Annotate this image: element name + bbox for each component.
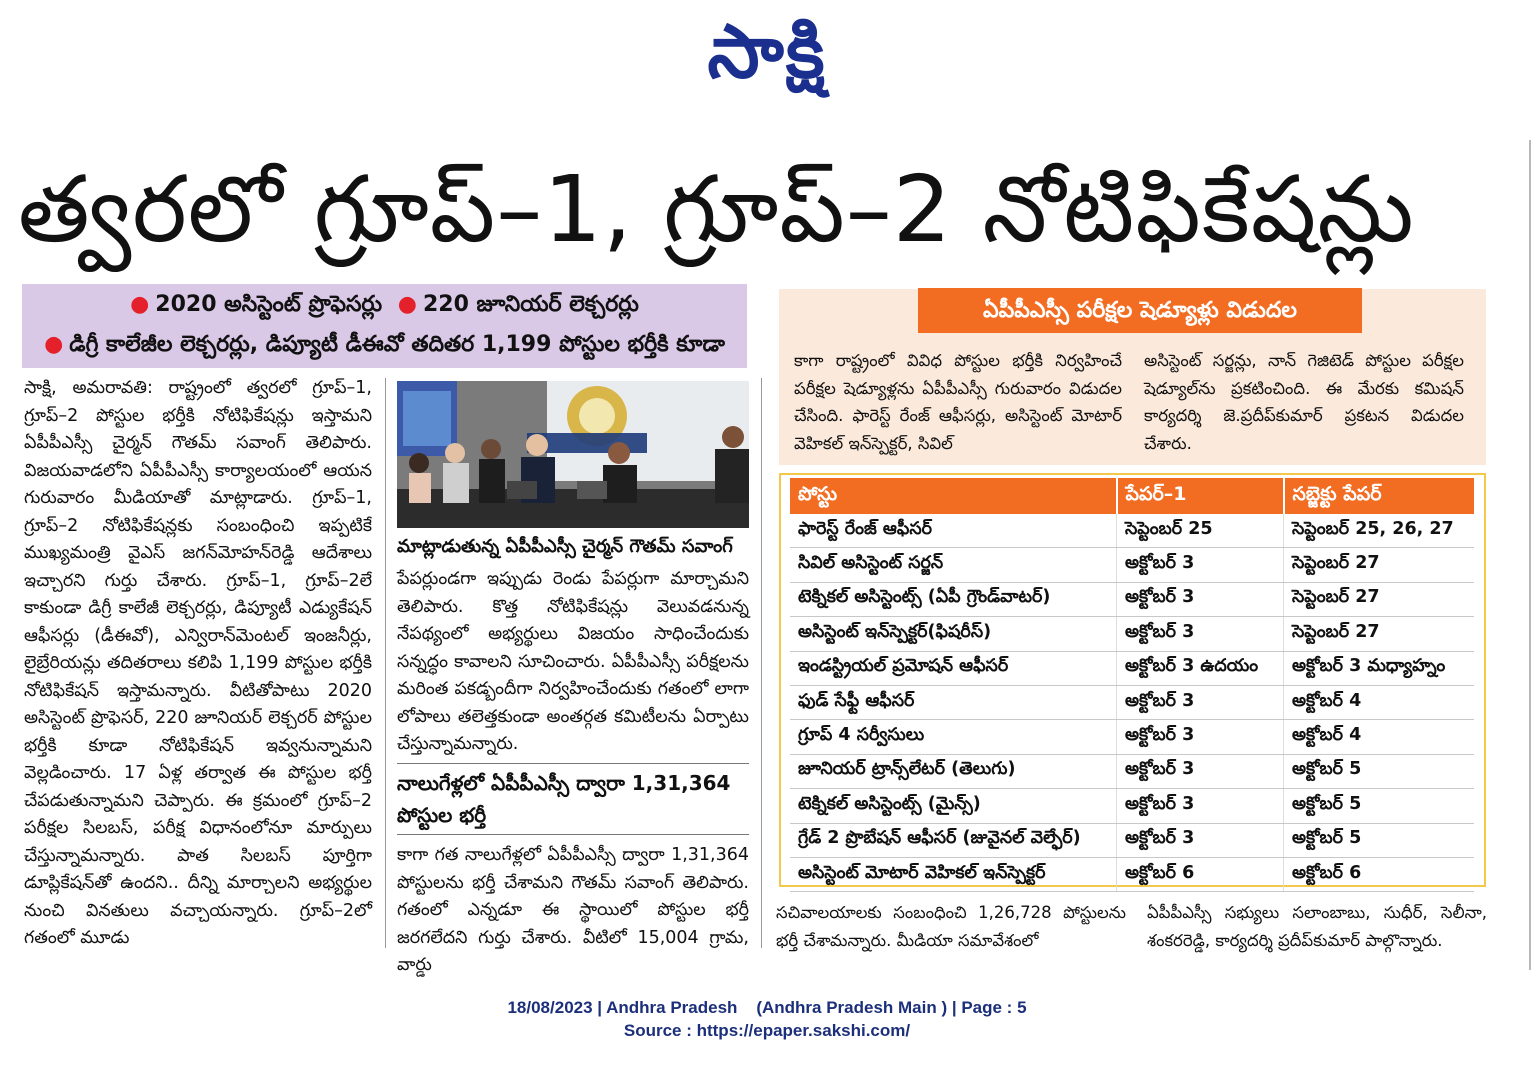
header-post: పోస్టు — [790, 478, 1117, 514]
cell-post: గ్రేడ్‌ 2 ప్రొబేషన్‌ ఆఫీసర్‌ (జువైనల్‌ వెల్ఫేర్‌) — [790, 823, 1117, 857]
subhead-box — [22, 284, 747, 368]
table-row — [790, 857, 1474, 891]
subhead-text: 220 జూనియర్‌ లెక్చరర్లు — [422, 292, 639, 317]
cell-subject-paper: అక్టోబర్‌ 4 — [1284, 720, 1475, 754]
cell-paper-1: అక్టోబర్‌ 6 — [1117, 857, 1284, 891]
header-subject-paper: సబ్జెక్టు పేపర్‌ — [1284, 478, 1475, 514]
cell-paper-1: అక్టోబర్‌ 3 — [1117, 582, 1284, 616]
subhead-line-1 — [22, 290, 747, 320]
column-divider — [761, 378, 762, 948]
article-column-4-bottom: ఏపీపీఎస్సీ సభ్యులు సలాంబాబు, సుధీర్, సెలీనా, శంకరరెడ్డి, కార్యదర్శి ప్రదీప్‌కుమార్‌ పాల్గొన్నారు. — [1147, 903, 1487, 950]
cell-subject-paper: అక్టోబర్‌ 5 — [1284, 754, 1475, 788]
subhead-text: 2020 అసిస్టెంట్‌ ప్రొఫెసర్లు — [155, 292, 383, 317]
cell-post: ఫారెస్ట్‌ రేంజ్‌ ఆఫీసర్ — [790, 514, 1117, 548]
press-conference-photo — [397, 381, 749, 528]
cell-post: అసిస్టెంట్‌ ఇన్‌స్పెక్టర్‌(ఫిషరీస్‌) — [790, 617, 1117, 651]
cell-subject-paper: సెప్టెంబర్‌ 27 — [1284, 617, 1475, 651]
article-column-3-bottom: సచివాలయాలకు సంబంధించి 1,26,728 పోస్టులను భర్తీ చేశామన్నారు. మీడియా సమావేశంలో — [776, 903, 1126, 950]
cell-post: సివిల్‌ అసిస్టెంట్‌ సర్జన్ — [790, 548, 1117, 582]
section-rule — [397, 834, 749, 835]
schedule-table — [790, 478, 1474, 892]
cell-post: జూనియర్‌ ట్రాన్స్‌లేటర్‌ (తెలుగు) — [790, 754, 1117, 788]
page-edge-rule — [1529, 140, 1531, 970]
photo-caption: మాట్లాడుతున్న ఏపీపీఎస్సీ చైర్మన్‌ గౌతమ్‌ సవాంగ్‌ — [397, 536, 733, 557]
table-row — [790, 514, 1474, 548]
schedule-intro-right: అసిస్టెంట్‌ సర్జన్లు, నాన్‌ గెజిటెడ్‌ పోస్టుల పరీక్షల షెడ్యూల్‌ను ప్రకటించింది. ఈ మేరకు కమిషన్‌ కార్యదర్శి జె.ప్రదీప్‌కుమార్‌ ప్రకటన విడుదల చేశారు. — [1144, 351, 1464, 453]
schedule-title: ఏపీపీఎస్సీ పరీక్షల షెడ్యూళ్లు విడుదల — [918, 288, 1362, 333]
cell-post: టెక్నికల్‌ అసిస్టెంట్స్‌ (ఏపీ గ్రౌండ్‌వాటర్‌) — [790, 582, 1117, 616]
cell-subject-paper: సెప్టెంబర్‌ 27 — [1284, 582, 1475, 616]
footer-dateline: 18/08/2023 | Andhra Pradesh (Andhra Pradesh Main ) | Page : 5 — [507, 998, 1027, 1017]
cell-paper-1: అక్టోబర్‌ 3 — [1117, 720, 1284, 754]
cell-subject-paper: సెప్టెంబర్‌ 27 — [1284, 548, 1475, 582]
headline: త్వరలో గ్రూప్‌–1, గ్రూప్‌–2 నోటిఫికేషన్లు — [18, 156, 1415, 263]
cell-subject-paper: అక్టోబర్‌ 5 — [1284, 789, 1475, 823]
schedule-intro-left: కాగా రాష్ట్రంలో వివిధ పోస్టుల భర్తీకి నిర్వహించే పరీక్షల షెడ్యూళ్లను ఏపీపీఎస్సీ గురువారం విడుదల చేసింది. ఫారెస్ట్‌ రేంజ్‌ ఆఫీసర్లు, అసిస్టెంట్‌ మోటార్‌ వెహికల్‌ ఇన్‌స్పెక్టర్, సివిల్‌ — [794, 351, 1122, 453]
cell-subject-paper: అక్టోబర్‌ 5 — [1284, 823, 1475, 857]
photo-illustration — [397, 381, 749, 528]
bullet-icon: ● — [397, 292, 417, 317]
bullet-icon: ● — [44, 332, 64, 357]
subhead-line-2 — [22, 330, 747, 360]
table-row — [790, 685, 1474, 719]
cell-paper-1: అక్టోబర్‌ 3 — [1117, 823, 1284, 857]
table-header-row — [790, 478, 1474, 514]
subhead-text: డిగ్రీ కాలేజీల లెక్చరర్లు, డిప్యూటీ డీఈవో తదితర 1,199 పోస్టుల భర్తీకి కూడా — [69, 332, 725, 357]
cell-subject-paper: అక్టోబర్‌ 4 — [1284, 685, 1475, 719]
table-row — [790, 617, 1474, 651]
cell-post: ఇండస్ట్రియల్‌ ప్రమోషన్‌ ఆఫీసర్‌ — [790, 651, 1117, 685]
header-paper-1: పేపర్‌–1 — [1117, 478, 1284, 514]
cell-paper-1: అక్టోబర్‌ 3 — [1117, 789, 1284, 823]
article-column-2b: కాగా గత నాలుగేళ్లలో ఏపీపీఎస్సీ ద్వారా 1,31,364 పోస్టులను భర్తీ చేశామని గౌతమ్‌ సవాంగ్‌ తెలిపారు. గతంలో ఎన్నడూ ఈ స్థాయిలో పోస్టుల భర్తీ జరగలేదని గుర్తు చేశారు. వీటిలో 15,004 గ్రామ, వార్డు — [397, 845, 749, 975]
footer-source: Source : https://epaper.sakshi.com/ — [623, 1021, 911, 1040]
cell-subject-paper: అక్టోబర్‌ 6 — [1284, 857, 1475, 891]
table-row — [790, 720, 1474, 754]
column-divider — [385, 378, 386, 948]
table-row — [790, 548, 1474, 582]
cell-paper-1: అక్టోబర్‌ 3 — [1117, 548, 1284, 582]
cell-post: అసిస్టెంట్‌ మోటార్‌ వెహికల్‌ ఇన్‌స్పెక్టర్‌ — [790, 857, 1117, 891]
cell-subject-paper: సెప్టెంబర్‌ 25, 26, 27 — [1284, 514, 1475, 548]
cell-paper-1: అక్టోబర్‌ 3 — [1117, 685, 1284, 719]
table-row — [790, 651, 1474, 685]
table-row — [790, 789, 1474, 823]
cell-paper-1: సెప్టెంబర్‌ 25 — [1117, 514, 1284, 548]
bullet-icon: ● — [130, 292, 150, 317]
cell-paper-1: అక్టోబర్‌ 3 ఉదయం — [1117, 651, 1284, 685]
cell-post: గ్రూప్‌ 4 సర్వీసులు — [790, 720, 1117, 754]
article-column-1: సాక్షి, అమరావతి: రాష్ట్రంలో త్వరలో గ్రూప్‌–1, గ్రూప్‌–2 పోస్టుల భర్తీకి నోటిఫికేషన్లు ఇస్తామని ఏపీపీఎస్సీ చైర్మన్‌ గౌతమ్‌ సవాంగ్‌ తెలిపారు. విజయవాడలోని ఏపీపీఎస్సీ కార్యాలయంలో ఆయన గురువారం మీడియాతో మాట్లాడారు. గ్రూప్‌–1, గ్రూప్‌–2 నోటిఫికేషన్లకు సంబంధించి ఇప్పటికే ముఖ్యమంత్రి వైఎస్‌ జగన్‌మోహన్‌రెడ్డి ఆదేశాలు ఇచ్చారని గుర్తు చేశారు. గ్రూప్‌–1, గ్రూప్‌–2లే కాకుండా డిగ్రీ కాలేజీ లెక్చరర్లు, డిప్యూటీ ఎడ్యుకేషన్‌ ఆఫీసర్లు (డీఈవో), ఎన్విరాన్‌మెంటల్‌ ఇంజనీర్లు, లైబ్రేరియన్లు తదితరాలు కలిపి 1,199 పోస్టుల భర్తీకి నోటిఫికేషన్‌ ఇస్తామన్నారు. వీటితోపాటు 2020 అసిస్టెంట్‌ ప్రొఫెసర్, 220 జూనియర్‌ లెక్చరర్‌ పోస్టుల భర్తీకి కూడా నోటిఫికేషన్‌ ఇవ్వనున్నామని వెల్లడించారు. 17 ఏళ్ల తర్వాత ఈ పోస్టుల భర్తీ చేపడుతున్నామని చెప్పారు. ఈ క్రమంలో గ్రూప్‌–2 పరీక్షల సిలబస్, పరీక్ష విధానంలోనూ మార్పులు చేస్తున్నామన్నారు. పాత సిలబస్‌ పూర్తిగా డూప్లికేషన్‌తో ఉందని.. దీన్ని మార్చాలని అభ్యర్థుల నుంచి వినతులు వచ్చాయన్నారు. గ్రూప్‌–2లో గతంలో మూడు — [24, 378, 372, 948]
article-column-2a: పేపర్లుండగా ఇప్పుడు రెండు పేపర్లుగా మార్చామని తెలిపారు. కొత్త నోటిఫికేషన్లు వెలువడనున్న నేపథ్యంలో అభ్యర్థులు విజయం సాధించేందుకు సన్నద్ధం కావాలని సూచించారు. ఏపీపీఎస్సీ పరీక్షలను మరింత పకడ్బందీగా నిర్వహించేందుకు గతంలో లాగా లోపాలు తలెత్తకుండా అంతర్గత కమిటీలను ఏర్పాటు చేస్తున్నామన్నారు. — [397, 569, 749, 754]
cell-paper-1: అక్టోబర్‌ 3 — [1117, 617, 1284, 651]
table-row — [790, 754, 1474, 788]
cell-subject-paper: అక్టోబర్‌ 3 మధ్యాహ్నం — [1284, 651, 1475, 685]
cell-post: ఫుడ్‌ సేఫ్టీ ఆఫీసర్‌ — [790, 685, 1117, 719]
table-row — [790, 582, 1474, 616]
section-rule — [397, 763, 749, 764]
section-subhead: నాలుగేళ్లలో ఏపీపీఎస్సీ ద్వారా 1,31,364 పోస్టుల భర్తీ — [397, 771, 731, 827]
cell-paper-1: అక్టోబర్‌ 3 — [1117, 754, 1284, 788]
table-row — [790, 823, 1474, 857]
cell-post: టెక్నికల్‌ అసిస్టెంట్స్‌ (మైన్స్‌) — [790, 789, 1117, 823]
masthead-logo: సాక్షి — [707, 9, 827, 95]
